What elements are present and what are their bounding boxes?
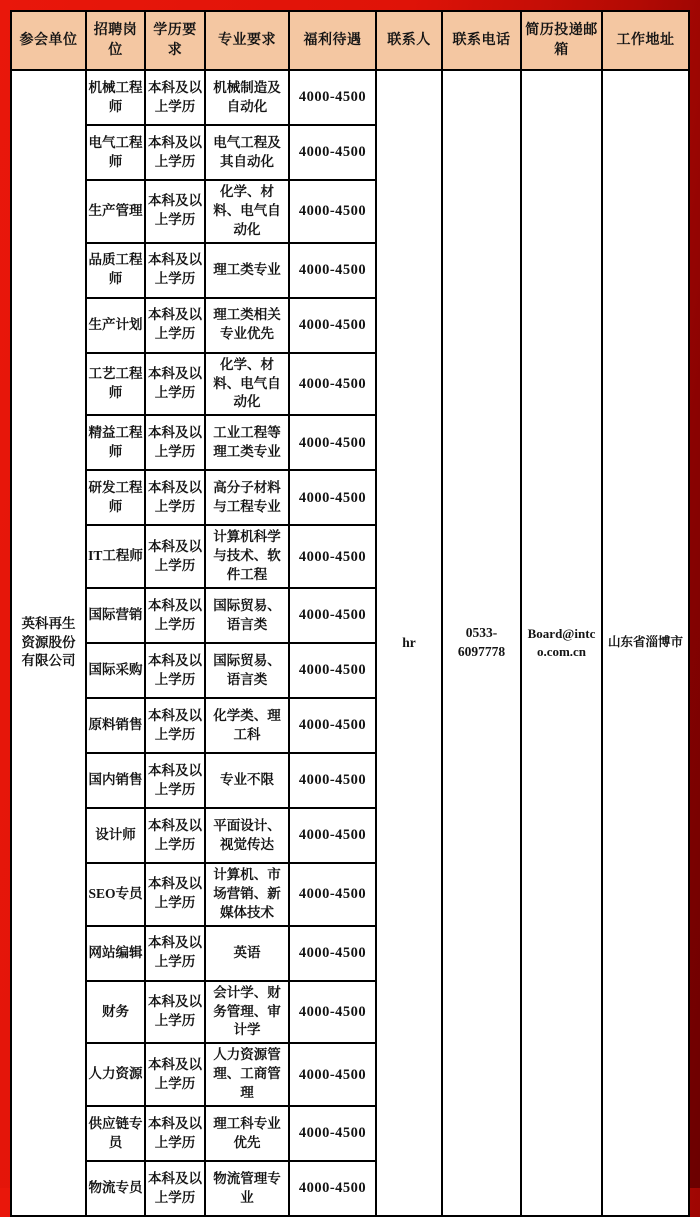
salary-cell: 4000-4500: [289, 1106, 376, 1161]
major-cell: 理工类专业: [205, 243, 289, 298]
col-header-company: 参会单位: [11, 11, 86, 70]
position-cell: 物流专员: [86, 1161, 145, 1216]
position-cell: 工艺工程师: [86, 353, 145, 416]
salary-cell: 4000-4500: [289, 125, 376, 180]
education-cell: 本科及以上学历: [145, 643, 205, 698]
position-cell: 人力资源: [86, 1043, 145, 1106]
salary-cell: 4000-4500: [289, 415, 376, 470]
education-cell: 本科及以上学历: [145, 1161, 205, 1216]
col-header-position: 招聘岗位: [86, 11, 145, 70]
salary-cell: 4000-4500: [289, 926, 376, 981]
col-header-contact-phone: 联系电话: [442, 11, 521, 70]
position-cell: 精益工程师: [86, 415, 145, 470]
major-cell: 化学类、理工科: [205, 698, 289, 753]
position-cell: 供应链专员: [86, 1106, 145, 1161]
education-cell: 本科及以上学历: [145, 863, 205, 926]
position-cell: 财务: [86, 981, 145, 1044]
company-name-cell: 英科再生资源股份有限公司: [11, 70, 86, 1216]
salary-cell: 4000-4500: [289, 588, 376, 643]
col-header-education: 学历要求: [145, 11, 205, 70]
salary-cell: 4000-4500: [289, 643, 376, 698]
major-cell: 国际贸易、语言类: [205, 588, 289, 643]
education-cell: 本科及以上学历: [145, 415, 205, 470]
salary-cell: 4000-4500: [289, 808, 376, 863]
table-row: [11, 70, 689, 125]
major-cell: 会计学、财务管理、审计学: [205, 981, 289, 1044]
col-header-work-address: 工作地址: [602, 11, 689, 70]
major-cell: 英语: [205, 926, 289, 981]
education-cell: 本科及以上学历: [145, 926, 205, 981]
major-cell: 化学、材料、电气自动化: [205, 180, 289, 243]
education-cell: 本科及以上学历: [145, 981, 205, 1044]
education-cell: 本科及以上学历: [145, 125, 205, 180]
contact-person-cell: hr: [376, 70, 442, 1216]
salary-cell: 4000-4500: [289, 243, 376, 298]
education-cell: 本科及以上学历: [145, 808, 205, 863]
salary-cell: 4000-4500: [289, 525, 376, 588]
position-cell: 生产管理: [86, 180, 145, 243]
education-cell: 本科及以上学历: [145, 1106, 205, 1161]
salary-cell: 4000-4500: [289, 863, 376, 926]
major-cell: 工业工程等理工类专业: [205, 415, 289, 470]
major-cell: 理工类相关专业优先: [205, 298, 289, 353]
contact-phone-cell: 0533-6097778: [442, 70, 521, 1216]
position-cell: IT工程师: [86, 525, 145, 588]
salary-cell: 4000-4500: [289, 353, 376, 416]
major-cell: 理工科专业优先: [205, 1106, 289, 1161]
education-cell: 本科及以上学历: [145, 698, 205, 753]
salary-cell: 4000-4500: [289, 70, 376, 125]
salary-cell: 4000-4500: [289, 1043, 376, 1106]
education-cell: 本科及以上学历: [145, 298, 205, 353]
resume-email-cell: Board@intco.com.cn: [521, 70, 602, 1216]
education-cell: 本科及以上学历: [145, 525, 205, 588]
position-cell: 国际采购: [86, 643, 145, 698]
salary-cell: 4000-4500: [289, 470, 376, 525]
recruitment-table: [10, 10, 690, 1217]
col-header-contact-person: 联系人: [376, 11, 442, 70]
position-cell: 电气工程师: [86, 125, 145, 180]
major-cell: 专业不限: [205, 753, 289, 808]
position-cell: 机械工程师: [86, 70, 145, 125]
col-header-major: 专业要求: [205, 11, 289, 70]
major-cell: 电气工程及其自动化: [205, 125, 289, 180]
salary-cell: 4000-4500: [289, 298, 376, 353]
education-cell: 本科及以上学历: [145, 753, 205, 808]
education-cell: 本科及以上学历: [145, 1043, 205, 1106]
major-cell: 计算机、市场营销、新媒体技术: [205, 863, 289, 926]
position-cell: SEO专员: [86, 863, 145, 926]
position-cell: 设计师: [86, 808, 145, 863]
position-cell: 网站编辑: [86, 926, 145, 981]
major-cell: 高分子材料与工程专业: [205, 470, 289, 525]
position-cell: 国际营销: [86, 588, 145, 643]
header-row: [11, 11, 689, 70]
major-cell: 化学、材料、电气自动化: [205, 353, 289, 416]
education-cell: 本科及以上学历: [145, 353, 205, 416]
education-cell: 本科及以上学历: [145, 243, 205, 298]
education-cell: 本科及以上学历: [145, 180, 205, 243]
major-cell: 计算机科学与技术、软件工程: [205, 525, 289, 588]
education-cell: 本科及以上学历: [145, 470, 205, 525]
education-cell: 本科及以上学历: [145, 588, 205, 643]
table-body: [11, 70, 689, 1216]
salary-cell: 4000-4500: [289, 1161, 376, 1216]
position-cell: 原料销售: [86, 698, 145, 753]
salary-cell: 4000-4500: [289, 753, 376, 808]
position-cell: 生产计划: [86, 298, 145, 353]
major-cell: 国际贸易、语言类: [205, 643, 289, 698]
major-cell: 平面设计、视觉传达: [205, 808, 289, 863]
education-cell: 本科及以上学历: [145, 70, 205, 125]
col-header-salary: 福利待遇: [289, 11, 376, 70]
salary-cell: 4000-4500: [289, 981, 376, 1044]
salary-cell: 4000-4500: [289, 698, 376, 753]
col-header-resume-email: 简历投递邮箱: [521, 11, 602, 70]
salary-cell: 4000-4500: [289, 180, 376, 243]
position-cell: 研发工程师: [86, 470, 145, 525]
work-address-cell: 山东省淄博市: [602, 70, 689, 1216]
position-cell: 国内销售: [86, 753, 145, 808]
major-cell: 人力资源管理、工商管理: [205, 1043, 289, 1106]
position-cell: 品质工程师: [86, 243, 145, 298]
major-cell: 机械制造及自动化: [205, 70, 289, 125]
major-cell: 物流管理专业: [205, 1161, 289, 1216]
